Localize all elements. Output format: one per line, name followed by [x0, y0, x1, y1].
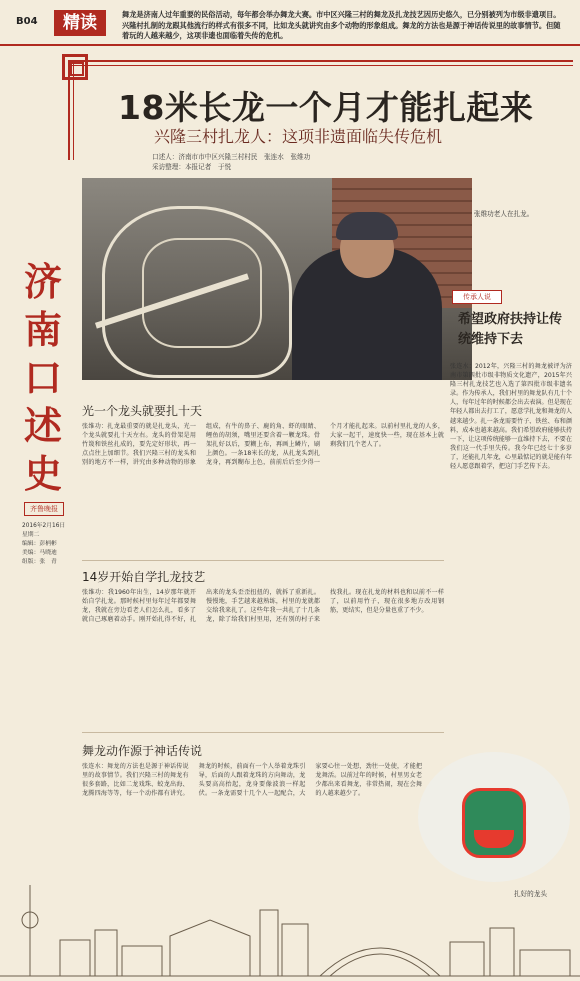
main-photo-caption: 张维功老人在扎龙。: [474, 210, 534, 218]
subheadline: 兴隆三村扎龙人：这项非遗面临失传危机: [154, 127, 443, 146]
section-heading-2: 14岁开始自学扎龙技艺: [82, 570, 206, 584]
section-divider: [82, 560, 444, 561]
dragon-mouth-shape: [474, 830, 514, 848]
column-title-char: 述: [23, 403, 62, 448]
dragon-head-caption: 扎好的龙头: [514, 890, 547, 898]
column-title-char: 口: [23, 355, 62, 400]
fret-ornament: [62, 54, 88, 80]
main-photo: [82, 178, 472, 380]
column-title-char: 济: [23, 259, 62, 304]
masthead-meta: [22, 522, 72, 574]
sidebar-body: 张连水：2012年，兴隆三村的舞龙被评为济南市第四批市级非物质文化遗产，2015年兴隆三村扎龙技艺也入选了第四批市级非遗名录。作为传承人，我们村里的舞龙队有几十个人，每年过年的时候都会出去表演。但是现在年轻人都出去打工了，愿意学扎龙和舞龙的人越来越少。扎一条龙需要竹子、铁丝、布和颜料，成本也越来越高。我们希望政府能够扶持一下，让这项传统能够一直维持下去，不要在我们这一代手里失传。我今年已经七十多岁了，还能扎几年龙，心里最惦记的就是能有年轻人愿意跟着学，把这门手艺传下去。: [450, 363, 572, 471]
proof-credit: 组版：张 青: [22, 559, 57, 565]
page-number: B04: [16, 16, 38, 27]
byline: [152, 152, 452, 174]
editor-credit: 编辑：彭柄彬: [22, 541, 57, 547]
masthead-seal: 齐鲁晚报: [24, 502, 64, 516]
issue-date: 2016年2月16日: [22, 523, 66, 529]
designer-credit: 美编：马晓迪: [22, 550, 57, 556]
section-heading-1: 光一个龙头就要扎十天: [82, 404, 203, 418]
sidebar-headline: 希望政府扶持让传统维持下去: [458, 312, 563, 347]
section-tag: 精读: [54, 10, 106, 36]
skyline-illustration: [0, 880, 580, 981]
byline-narrators: 口述人：济南市市中区兴隆三村村民 张连水 张维功: [152, 153, 311, 161]
lead-paragraph: 舞龙是济南人过年重要的民俗活动，每年都会举办舞龙大赛。市中区兴隆三村的舞龙及扎龙技艺因历史悠久，已分别被列为市级非遗项目。兴隆村扎制的龙跟其他流行的样式有很多不同，比如龙头就讲究由多个动物的形象组成。舞龙的方法也是源于神话传说里的故事情节。但随着玩的人越来越少，这项非遗也面临着失传的危机。: [122, 10, 561, 40]
column-title: [20, 258, 66, 498]
dragon-head-photo: [418, 752, 570, 882]
issue-weekday: 星期二: [22, 532, 40, 538]
section-heading-3: 舞龙动作源于神话传说: [82, 744, 203, 758]
section-divider: [82, 732, 444, 733]
column-title-char: 史: [23, 451, 62, 496]
section-body-2: 张维功：我1960年出生，14岁那年就开始自学扎龙。那时候村里每年过年都要舞龙，我就在旁边看老人们怎么扎，看多了就自己琢磨着动手。刚开始扎得不好，扎出来的龙头歪歪扭扭的，就拆了重新扎。慢慢地，手艺越来越熟练，村里的龙就都交给我来扎了。这些年我一共扎了十几条龙，除了给我们村里用，还有别的村子来找我扎。现在扎龙的材料也和以前不一样了，以前用竹子，现在很多地方改用钢筋，更结实，但是分量也重了不少。: [82, 589, 444, 624]
column-title-char: 南: [23, 307, 62, 352]
byline-reporter: 采访整理：本报记者 于悦: [152, 163, 232, 171]
sidebar-label: 传承人说: [452, 290, 502, 304]
frame-top: [68, 60, 573, 66]
headline: 18米长龙一个月才能扎起来: [118, 88, 534, 127]
section-body-3: 张连水：舞龙的方法也是源于神话传说里的故事情节。我们兴隆三村的舞龙有很多套路，比如二龙戏珠、蛟龙出海、龙腾四海等等，每一个动作都有讲究。舞龙的时候，前面有一个人举着龙珠引导，后面的人跟着龙珠的方向舞动，龙头要高高抬起，龙身要像波浪一样起伏。一条龙需要十几个人一起配合，大家要心往一处想，劲往一处使，才能把龙舞活。以前过年的时候，村里男女老少都出来看舞龙，非常热闹，现在会舞的人越来越少了。: [82, 763, 422, 798]
section-body-1: 张维功：扎龙最重要的就是扎龙头，光一个龙头就要扎十天左右。龙头的骨架是用竹篾和铁丝扎成的，要先定好形状，再一点点往上加细节。我们兴隆三村的龙头和别的地方不一样，讲究由多种动物的形象组成，有牛的鼻子、鹿的角、虾的眼睛、鲤鱼的胡须，嘴里还要含着一颗龙珠。骨架扎好以后，要糊上布，再画上鳞片，刷上颜色。一条18米长的龙，从扎龙头到扎龙身，再到糊布上色，前前后后至少得一个月才能扎起来。以前村里扎龙的人多，大家一起干，速度快一些，现在基本上就剩我们几个老人了。: [82, 423, 444, 467]
craftsman-cap: [336, 212, 398, 240]
